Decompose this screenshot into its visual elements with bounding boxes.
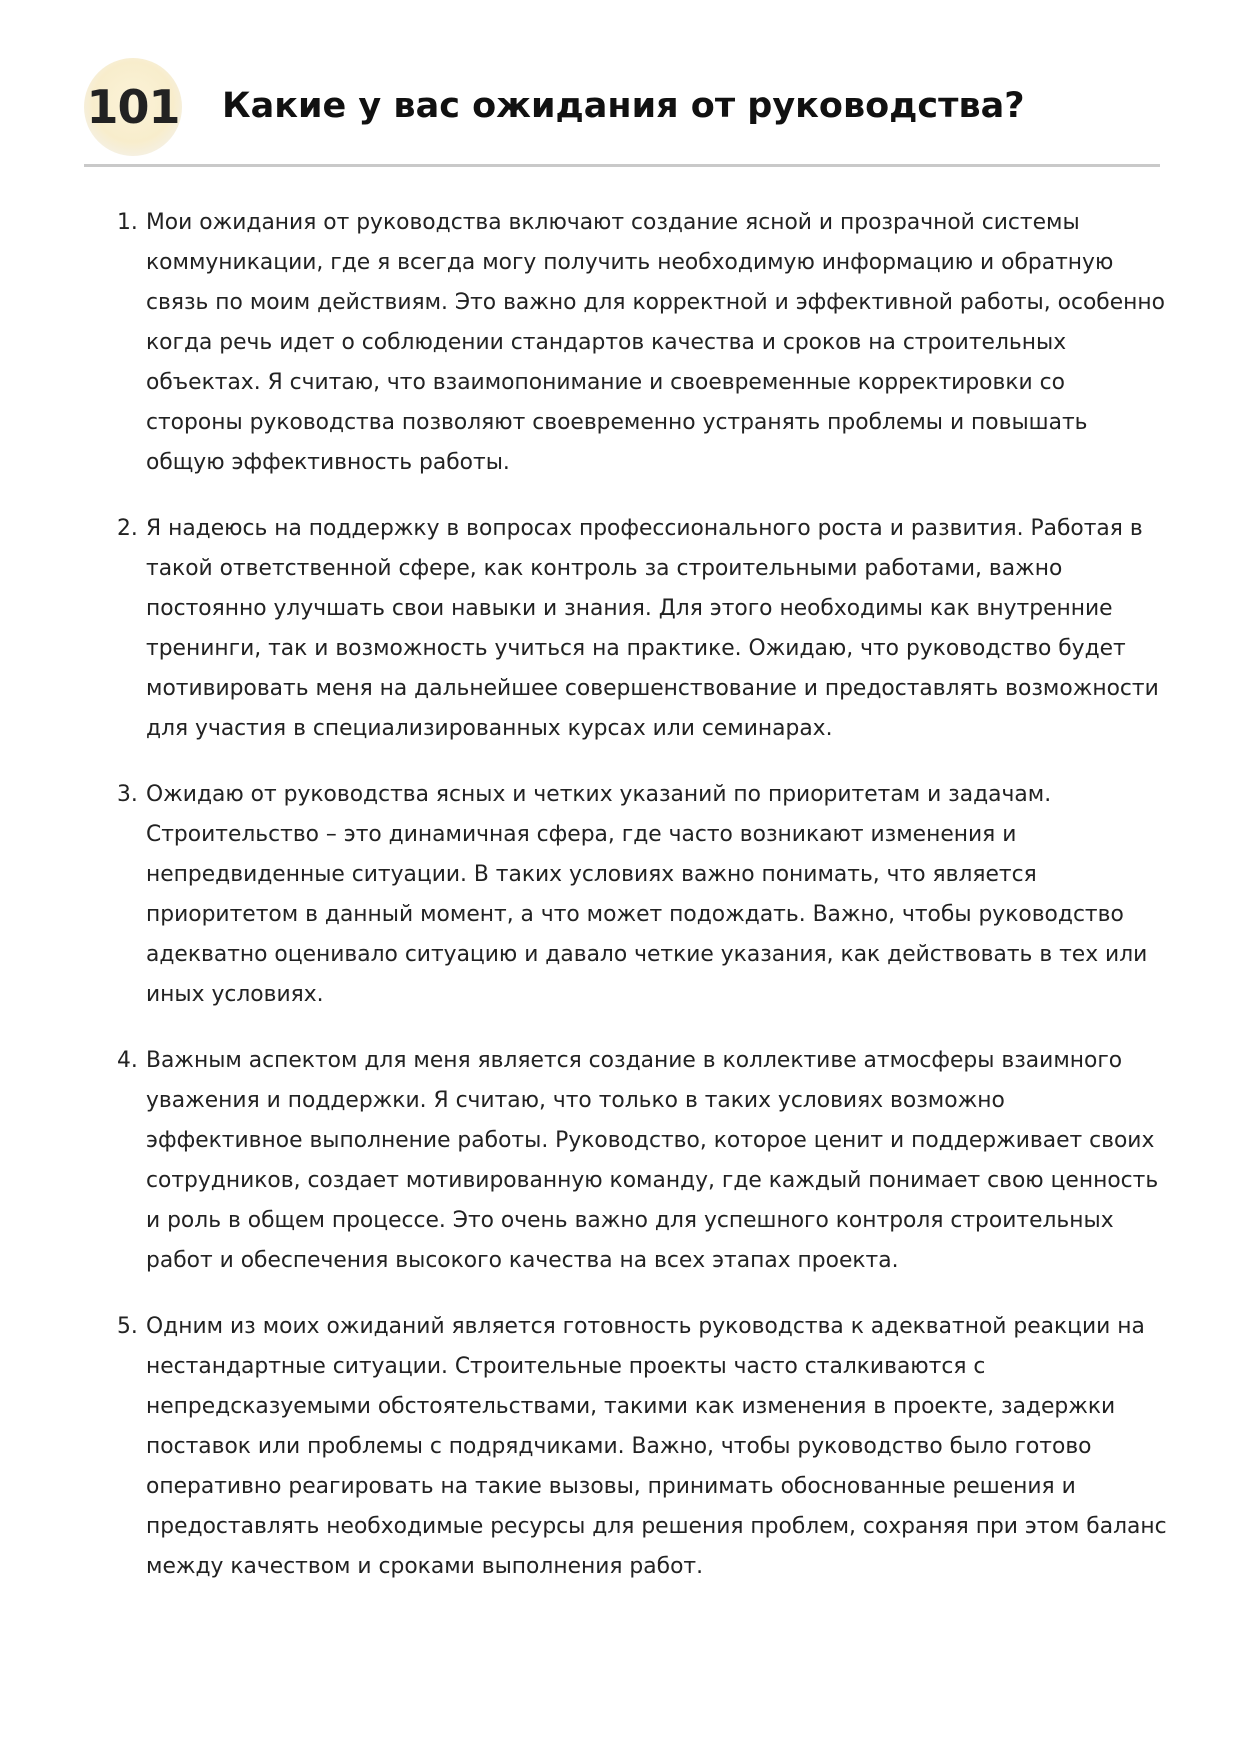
- answer-item: [117, 775, 1167, 1015]
- answer-text: Я надеюсь на поддержку в вопросах профессионального роста и развития. Работая в такой ответственной сфере, как контроль за строительными работами, важно постоянно улучшать свои навыки и знания. Для этого необходимы как внутренние тренинги, так и возможность учиться на практике. Ожидаю, что руководство будет мотивировать меня на дальнейшее совершенствование и предоставлять возможности для участия в специализированных курсах или семинарах.: [146, 516, 1159, 741]
- answer-text: Мои ожидания от руководства включают создание ясной и прозрачной системы коммуникации, где я всегда могу получить необходимую информацию и обратную связь по моим действиям. Это важно для корректной и эффективной работы, особенно когда речь идет о соблюдении стандартов качества и сроков на строительных объектах. Я считаю, что взаимопонимание и своевременные корректировки со стороны руководства позволяют своевременно устранять проблемы и повышать общую эффективность работы.: [146, 210, 1165, 475]
- answer-list: [117, 203, 1167, 1613]
- answer-item: [117, 1307, 1167, 1587]
- question-number-badge: [84, 58, 182, 156]
- answer-item: [117, 203, 1167, 483]
- answer-number: 4.: [117, 1048, 138, 1073]
- answer-item: [117, 1041, 1167, 1281]
- answer-item: [117, 509, 1167, 749]
- page-title: Какие у вас ожидания от руководства?: [222, 86, 1025, 126]
- answer-text: Важным аспектом для меня является создание в коллективе атмосферы взаимного уважения и поддержки. Я считаю, что только в таких условиях возможно эффективное выполнение работы. Руководство, которое ценит и поддерживает своих сотрудников, создает мотивированную команду, где каждый понимает свою ценность и роль в общем процессе. Это очень важно для успешного контроля строительных работ и обеспечения высокого качества на всех этапах проекта.: [146, 1048, 1159, 1273]
- answer-number: 3.: [117, 782, 138, 807]
- answer-text: Ожидаю от руководства ясных и четких указаний по приоритетам и задачам. Строительство – это динамичная сфера, где часто возникают изменения и непредвиденные ситуации. В таких условиях важно понимать, что является приоритетом в данный момент, а что может подождать. Важно, чтобы руководство адекватно оценивало ситуацию и давало четкие указания, как действовать в тех или иных условиях.: [146, 782, 1148, 1007]
- answer-number: 1.: [117, 210, 138, 235]
- question-number: 101: [86, 80, 180, 134]
- answer-number: 5.: [117, 1314, 138, 1339]
- page-header: [84, 56, 1160, 167]
- answer-text: Одним из моих ожиданий является готовность руководства к адекватной реакции на нестандартные ситуации. Строительные проекты часто сталкиваются с непредсказуемыми обстоятельствами, такими как изменения в проекте, задержки поставок или проблемы с подрядчиками. Важно, чтобы руководство было готово оперативно реагировать на такие вызовы, принимать обоснованные решения и предоставлять необходимые ресурсы для решения проблем, сохраняя при этом баланс между качеством и сроками выполнения работ.: [146, 1314, 1167, 1579]
- answer-number: 2.: [117, 516, 138, 541]
